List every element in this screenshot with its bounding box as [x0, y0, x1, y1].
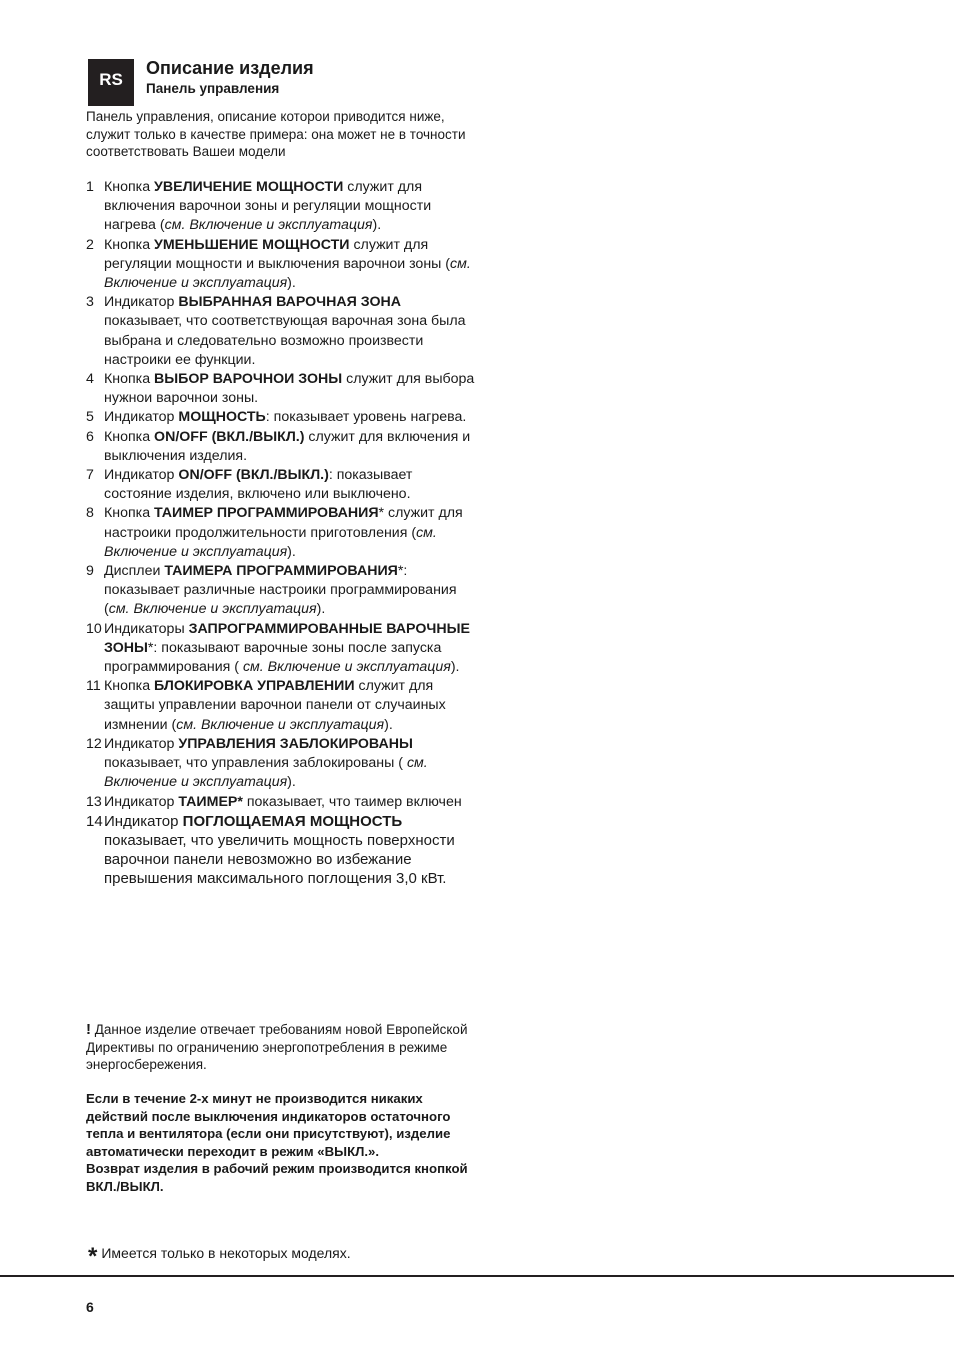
item-prefix: Кнопка	[104, 428, 155, 445]
item-prefix: Кнопка	[104, 505, 155, 522]
item-text: служит для защиты управлении варочнои панели от случаиных измнении (	[104, 678, 446, 733]
item-keyword: ТАИМЕРА ПРОГРАММИРОВАНИЯ	[164, 563, 398, 580]
list-item	[86, 466, 476, 504]
list-item	[86, 293, 476, 370]
item-suffix: ).	[287, 275, 296, 292]
energy-notice	[86, 1021, 476, 1074]
energy-notice-text: Данное изделие отвечает требованиям новой Европейской Директивы по ограничению энергопотребления в режиме энергосбережения.	[86, 1022, 468, 1072]
item-text: : показывает уровень нагрева.	[265, 409, 467, 426]
item-keyword: ON/OFF (ВКЛ./ВЫКЛ.)	[178, 467, 329, 484]
list-item	[86, 677, 476, 735]
section-subtitle: Панель управления	[146, 81, 280, 96]
item-number: 13	[86, 793, 102, 810]
item-text: *: показывает различные настроики программирования (	[104, 563, 457, 618]
item-text: служит для выбора нужнои варочнои зоны.	[104, 371, 475, 407]
asterisk-icon: *	[88, 1243, 98, 1270]
item-keyword: МОЩНОСТЬ	[178, 409, 266, 426]
item-text: показывает, что увеличить мощность поверхности варочнои панели невозможно во избежание превышения максимального поглощения 3,0 кВт.	[104, 831, 455, 888]
item-text: показывает, что соответствующая варочная зона была выбрана и следовательно возможно произвести настроики ее функции.	[104, 313, 466, 368]
item-suffix: ).	[450, 659, 460, 676]
footer-divider	[0, 1275, 954, 1277]
item-prefix: Индикатор	[104, 294, 179, 311]
section-title: Описание изделия	[146, 58, 314, 78]
item-number: 14	[86, 812, 103, 830]
footnote	[88, 1243, 351, 1271]
list-item	[86, 408, 476, 427]
item-suffix: ).	[287, 774, 296, 791]
item-number: 5	[86, 409, 94, 426]
item-text: служит для регуляции мощности и выключения варочнои зоны (	[104, 236, 451, 272]
auto-off-paragraph: Если в течение 2-х минут не производится никаких действий после выключения индикаторов остаточного тепла и вентилятора (если они присутствуют), изделие автоматически переходит в режим «ВЫКЛ.».	[86, 1091, 451, 1159]
exclamation-icon: !	[86, 1021, 91, 1038]
item-number: 11	[86, 678, 101, 695]
item-prefix: Индикатор	[104, 409, 179, 426]
list-item	[86, 370, 476, 408]
item-prefix: Индикаторы	[104, 620, 189, 637]
item-reference: см. Включение и эксплуатация	[104, 255, 471, 292]
item-prefix: Индикатор	[104, 735, 179, 752]
list-item	[86, 735, 476, 793]
item-keyword: УПРАВЛЕНИЯ ЗАБЛОКИРОВАНЫ	[178, 735, 413, 752]
item-reference: см. Включение и эксплуатация	[108, 601, 317, 618]
item-number: 6	[86, 428, 94, 445]
item-reference: см. Включение и эксплуатация	[242, 659, 451, 676]
list-item	[86, 428, 476, 466]
item-number: 8	[86, 505, 94, 522]
item-text: * служит для настроики продолжительности приготовления (	[104, 505, 463, 541]
item-prefix: Кнопка	[104, 371, 155, 388]
list-item	[86, 812, 476, 889]
item-prefix: Кнопка	[104, 236, 155, 253]
item-keyword: ВЫБОР ВАРОЧНОИ ЗОНЫ	[154, 371, 343, 388]
item-suffix: ).	[384, 716, 393, 733]
page-number: 6	[86, 1299, 94, 1315]
item-reference: см. Включение и эксплуатация	[104, 524, 437, 560]
return-to-work-paragraph: Возврат изделия в рабочий режим производится кнопкой ВКЛ./ВЫКЛ.	[86, 1161, 468, 1194]
item-prefix: Кнопка	[104, 678, 155, 695]
item-text: *: показывают варочные зоны после запуска программирования (	[104, 639, 442, 676]
item-prefix: Индикатор	[104, 812, 183, 830]
item-text: : показывает состояние изделия, включено или выключено.	[104, 467, 413, 503]
item-keyword: ON/OFF (ВКЛ./ВЫКЛ.)	[154, 428, 305, 445]
item-reference: см. Включение и эксплуатация	[176, 716, 385, 733]
item-keyword: ЗАПРОГРАММИРОВАННЫЕ ВАРОЧНЫЕ ЗОНЫ	[104, 620, 470, 656]
list-item	[86, 620, 476, 678]
list-item	[86, 236, 476, 294]
item-keyword: УВЕЛИЧЕНИЕ МОЩНОСТИ	[154, 179, 344, 195]
item-keyword: БЛОКИРОВКА УПРАВЛЕНИИ	[154, 678, 355, 695]
list-item	[86, 562, 476, 620]
item-suffix: ).	[287, 543, 296, 560]
item-prefix: Индикатор	[104, 793, 179, 810]
item-keyword: УМЕНЬШЕНИЕ МОЩНОСТИ	[154, 236, 350, 253]
language-badge-label: RS	[99, 69, 123, 89]
item-number: 1	[86, 179, 94, 195]
item-keyword: ВЫБРАННАЯ ВАРОЧНАЯ ЗОНА	[178, 294, 401, 311]
item-number: 12	[86, 735, 102, 752]
item-suffix: ).	[316, 601, 326, 618]
intro-paragraph: Панель управления, описание которои приводится ниже, служит только в качестве примера: она может не в точности соответствовать Вашеи модели	[86, 109, 466, 159]
language-badge	[88, 59, 134, 106]
item-number: 4	[86, 371, 94, 388]
item-prefix: Кнопка	[104, 179, 155, 195]
item-text: служит для включения и выключения изделия.	[104, 428, 471, 464]
item-number: 10	[86, 620, 102, 637]
item-number: 7	[86, 467, 94, 484]
auto-off-note	[86, 1090, 476, 1195]
list-item	[86, 504, 476, 562]
item-keyword: ПОГЛОЩАЕМАЯ МОЩНОСТЬ	[182, 812, 403, 830]
item-keyword: ТАИМЕР ПРОГРАММИРОВАНИЯ	[154, 505, 379, 522]
footnote-text: Имеется только в некоторых моделях.	[101, 1245, 351, 1261]
item-text: служит для включения варочнои зоны и регуляции мощности нагрева (	[104, 179, 432, 234]
item-prefix: Дисплеи	[104, 563, 165, 580]
list-item	[86, 178, 476, 236]
item-reference: см. Включение и эксплуатация	[164, 217, 373, 234]
item-number: 3	[86, 294, 94, 311]
item-text: показывает, что управления заблокированы (	[104, 755, 407, 772]
item-keyword: ТАИМЕР*	[178, 793, 243, 810]
item-number: 2	[86, 236, 94, 253]
item-reference: см. Включение и эксплуатация	[104, 755, 428, 791]
item-number: 9	[86, 563, 94, 580]
control-panel-list	[86, 178, 476, 889]
item-prefix: Индикатор	[104, 467, 179, 484]
item-suffix: ).	[372, 217, 382, 234]
item-text: показывает, что таимер включен	[242, 793, 462, 810]
list-item	[86, 793, 476, 812]
